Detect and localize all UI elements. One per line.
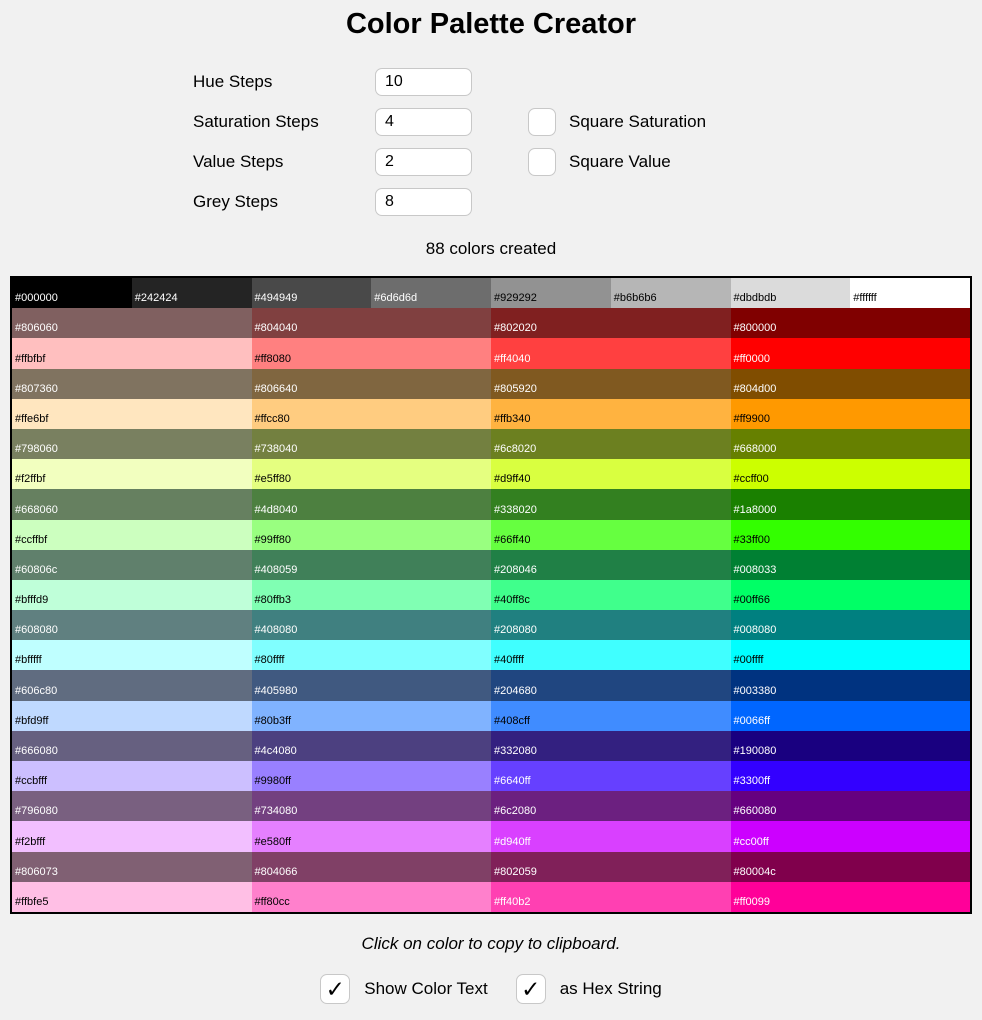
color-swatch[interactable] bbox=[731, 338, 971, 368]
color-swatch[interactable] bbox=[371, 278, 491, 308]
color-swatch[interactable] bbox=[731, 489, 971, 519]
color-swatch-label: #ff8080 bbox=[254, 352, 292, 365]
color-swatch-label: #660080 bbox=[733, 805, 777, 818]
palette-grid bbox=[10, 276, 972, 914]
square-value-checkbox[interactable] bbox=[528, 148, 556, 176]
color-swatch[interactable] bbox=[252, 701, 492, 731]
color-swatch[interactable] bbox=[12, 278, 132, 308]
color-swatch-label: #008033 bbox=[733, 563, 777, 576]
color-swatch[interactable] bbox=[491, 550, 731, 580]
color-swatch[interactable] bbox=[731, 399, 971, 429]
color-swatch[interactable] bbox=[12, 489, 252, 519]
color-swatch-label: #408cff bbox=[494, 714, 530, 727]
color-swatch[interactable] bbox=[12, 308, 252, 338]
color-swatch-label: #bfffff bbox=[15, 654, 42, 667]
color-swatch[interactable] bbox=[12, 791, 252, 821]
color-swatch-label: #ffbfe5 bbox=[15, 895, 49, 908]
palette-row bbox=[12, 821, 970, 851]
color-swatch[interactable] bbox=[252, 580, 492, 610]
color-swatch[interactable] bbox=[132, 278, 252, 308]
color-swatch-label: #738040 bbox=[254, 443, 298, 456]
show-color-text-label: Show Color Text bbox=[364, 979, 488, 998]
color-swatch[interactable] bbox=[252, 640, 492, 670]
color-swatch-label: #929292 bbox=[494, 292, 537, 305]
color-swatch[interactable] bbox=[12, 821, 252, 851]
color-swatch[interactable] bbox=[491, 338, 731, 368]
color-swatch-label: #ffb340 bbox=[494, 412, 531, 425]
color-swatch-label: #00ffff bbox=[733, 654, 764, 667]
color-swatch[interactable] bbox=[252, 308, 492, 338]
color-swatch[interactable] bbox=[731, 429, 971, 459]
color-swatch-label: #e580ff bbox=[254, 835, 292, 848]
palette-row bbox=[12, 731, 970, 761]
color-swatch-label: #804066 bbox=[254, 865, 298, 878]
form-row-hue-steps bbox=[193, 68, 982, 96]
color-swatch[interactable] bbox=[491, 731, 731, 761]
page-title: Color Palette Creator bbox=[345, 8, 637, 40]
palette-row bbox=[12, 369, 970, 399]
color-swatch[interactable] bbox=[491, 278, 611, 308]
color-swatch[interactable] bbox=[491, 670, 731, 700]
palette-row bbox=[12, 761, 970, 791]
color-swatch-label: #ffcc80 bbox=[254, 412, 290, 425]
color-swatch-label: #ff40b2 bbox=[494, 895, 531, 908]
color-swatch[interactable] bbox=[252, 821, 492, 851]
color-swatch-label: #802020 bbox=[494, 322, 537, 335]
value-steps-label: Value Steps bbox=[193, 152, 284, 171]
color-swatch[interactable] bbox=[12, 429, 252, 459]
color-swatch[interactable] bbox=[731, 459, 971, 489]
color-swatch-label: #ff0099 bbox=[733, 895, 771, 908]
grey-steps-input[interactable] bbox=[375, 188, 472, 216]
color-swatch-label: #80ffb3 bbox=[254, 594, 292, 607]
color-swatch-label: #6c8020 bbox=[494, 443, 537, 456]
color-swatch[interactable] bbox=[252, 670, 492, 700]
color-swatch[interactable] bbox=[12, 640, 252, 670]
palette-row bbox=[12, 489, 970, 519]
color-swatch-label: #6c2080 bbox=[494, 805, 537, 818]
color-swatch[interactable] bbox=[491, 429, 731, 459]
clipboard-hint: Click on color to copy to clipboard. bbox=[361, 934, 621, 953]
color-swatch-label: #608080 bbox=[15, 624, 58, 637]
color-swatch-label: #408080 bbox=[254, 624, 298, 637]
palette-row bbox=[12, 852, 970, 882]
color-swatch-label: #4c4080 bbox=[254, 745, 297, 757]
status-text: 88 colors created bbox=[425, 239, 557, 258]
saturation-steps-input[interactable] bbox=[375, 108, 472, 136]
color-swatch-label: #b6b6b6 bbox=[613, 292, 657, 305]
color-swatch-label: #00ff66 bbox=[733, 594, 771, 607]
color-swatch-label: #80b3ff bbox=[254, 714, 292, 727]
color-swatch-label: #798060 bbox=[15, 443, 58, 456]
color-swatch[interactable] bbox=[252, 791, 492, 821]
color-swatch-label: #6640ff bbox=[494, 775, 531, 788]
color-swatch[interactable] bbox=[491, 640, 731, 670]
color-swatch[interactable] bbox=[12, 610, 252, 640]
color-swatch-label: #804d00 bbox=[733, 382, 777, 395]
color-swatch[interactable] bbox=[491, 580, 731, 610]
color-swatch[interactable] bbox=[731, 308, 971, 338]
color-swatch[interactable] bbox=[731, 670, 971, 700]
color-swatch[interactable] bbox=[12, 670, 252, 700]
color-swatch[interactable] bbox=[731, 640, 971, 670]
color-swatch-label: #dbdbdb bbox=[733, 292, 777, 305]
color-swatch-label: #666080 bbox=[15, 745, 58, 757]
color-swatch[interactable] bbox=[252, 429, 492, 459]
color-swatch-label: #66ff40 bbox=[494, 533, 531, 546]
color-swatch-label: #ffe6bf bbox=[15, 412, 49, 425]
color-swatch-label: #e5ff80 bbox=[254, 473, 292, 486]
palette-row bbox=[12, 640, 970, 670]
palette-row bbox=[12, 459, 970, 489]
color-swatch-label: #80004c bbox=[733, 865, 776, 878]
color-swatch[interactable] bbox=[252, 338, 492, 368]
grey-steps-label: Grey Steps bbox=[193, 192, 279, 211]
color-swatch-label: #408059 bbox=[254, 563, 298, 576]
color-swatch[interactable] bbox=[731, 550, 971, 580]
color-swatch-label: #ccbfff bbox=[15, 775, 48, 788]
color-swatch-label: #003380 bbox=[733, 684, 777, 697]
color-swatch[interactable] bbox=[731, 791, 971, 821]
palette-row bbox=[12, 399, 970, 429]
color-swatch[interactable] bbox=[12, 761, 252, 791]
palette-row bbox=[12, 580, 970, 610]
color-swatch[interactable] bbox=[731, 821, 971, 851]
color-swatch-label: #008080 bbox=[733, 624, 777, 637]
color-swatch[interactable] bbox=[252, 520, 492, 550]
palette-row bbox=[12, 308, 970, 338]
color-swatch[interactable] bbox=[491, 761, 731, 791]
hue-steps-input[interactable] bbox=[375, 68, 472, 96]
color-swatch[interactable] bbox=[491, 701, 731, 731]
show-color-text-checkbox[interactable]: ✓ bbox=[320, 974, 350, 1004]
color-swatch-label: #33ff00 bbox=[733, 533, 771, 546]
color-swatch-label: #f2bfff bbox=[15, 835, 46, 848]
color-swatch[interactable] bbox=[731, 761, 971, 791]
color-swatch[interactable] bbox=[731, 520, 971, 550]
color-swatch-label: #ccffbf bbox=[15, 533, 48, 546]
color-swatch-label: #338020 bbox=[494, 503, 537, 516]
color-swatch[interactable] bbox=[731, 882, 971, 912]
color-swatch-label: #ff80cc bbox=[254, 895, 290, 908]
as-hex-string-checkbox[interactable]: ✓ bbox=[516, 974, 546, 1004]
color-swatch[interactable] bbox=[731, 610, 971, 640]
color-swatch-label: #40ffff bbox=[494, 654, 524, 667]
color-swatch[interactable] bbox=[12, 369, 252, 399]
color-swatch-label: #bfffd9 bbox=[15, 594, 49, 607]
color-swatch-label: #d940ff bbox=[494, 835, 531, 848]
palette-row bbox=[12, 338, 970, 368]
color-swatch[interactable] bbox=[12, 580, 252, 610]
color-swatch[interactable] bbox=[252, 489, 492, 519]
color-swatch-label: #ff0000 bbox=[733, 352, 771, 365]
form-row-saturation-steps bbox=[193, 108, 982, 136]
color-swatch[interactable] bbox=[491, 459, 731, 489]
color-swatch-label: #40ff8c bbox=[494, 594, 530, 607]
color-swatch[interactable] bbox=[252, 610, 492, 640]
color-swatch[interactable] bbox=[491, 369, 731, 399]
color-swatch[interactable] bbox=[12, 882, 252, 912]
palette-row bbox=[12, 670, 970, 700]
color-swatch-label: #208046 bbox=[494, 563, 537, 576]
color-swatch[interactable] bbox=[850, 278, 970, 308]
saturation-steps-label: Saturation Steps bbox=[193, 112, 319, 131]
display-options bbox=[0, 974, 982, 1004]
color-swatch-label: #1a8000 bbox=[733, 503, 777, 516]
form-row-grey-steps bbox=[193, 188, 982, 216]
color-swatch-label: #405980 bbox=[254, 684, 298, 697]
color-swatch-label: #60806c bbox=[15, 563, 58, 576]
color-swatch[interactable] bbox=[252, 550, 492, 580]
color-swatch[interactable] bbox=[731, 580, 971, 610]
color-swatch[interactable] bbox=[252, 852, 492, 882]
as-hex-string-label: as Hex String bbox=[559, 979, 662, 998]
color-swatch-label: #9980ff bbox=[254, 775, 292, 788]
color-swatch-label: #796080 bbox=[15, 805, 58, 818]
color-swatch[interactable] bbox=[12, 399, 252, 429]
color-swatch[interactable] bbox=[731, 852, 971, 882]
color-swatch[interactable] bbox=[491, 610, 731, 640]
color-swatch[interactable] bbox=[252, 731, 492, 761]
color-swatch-label: #208080 bbox=[494, 624, 537, 637]
square-saturation-checkbox[interactable] bbox=[528, 108, 556, 136]
color-swatch-label: #606c80 bbox=[15, 684, 58, 697]
color-swatch[interactable] bbox=[12, 338, 252, 368]
color-swatch-label: #ff9900 bbox=[733, 412, 771, 425]
color-swatch-label: #d9ff40 bbox=[494, 473, 531, 486]
color-swatch[interactable] bbox=[252, 882, 492, 912]
palette-row bbox=[12, 791, 970, 821]
color-swatch[interactable] bbox=[731, 369, 971, 399]
color-swatch-label: #806640 bbox=[254, 382, 298, 395]
settings-form bbox=[193, 68, 982, 216]
square-value-label: Square Value bbox=[569, 152, 671, 171]
color-swatch-label: #000000 bbox=[15, 292, 58, 305]
color-swatch[interactable] bbox=[491, 489, 731, 519]
color-swatch[interactable] bbox=[731, 731, 971, 761]
color-swatch-label: #668060 bbox=[15, 503, 58, 516]
square-saturation-label: Square Saturation bbox=[569, 112, 707, 131]
color-swatch[interactable] bbox=[731, 278, 851, 308]
color-swatch-label: #bfd9ff bbox=[15, 714, 49, 727]
color-swatch-label: #ff4040 bbox=[494, 352, 531, 365]
color-swatch[interactable] bbox=[491, 399, 731, 429]
color-swatch-label: #332080 bbox=[494, 745, 537, 757]
color-swatch-label: #99ff80 bbox=[254, 533, 292, 546]
palette-row bbox=[12, 520, 970, 550]
color-swatch-label: #734080 bbox=[254, 805, 298, 818]
color-swatch-label: #f2ffbf bbox=[15, 473, 46, 486]
color-swatch-label: #804040 bbox=[254, 322, 298, 335]
color-swatch[interactable] bbox=[731, 701, 971, 731]
color-swatch-label: #3300ff bbox=[733, 775, 771, 788]
color-swatch[interactable] bbox=[12, 550, 252, 580]
form-row-value-steps bbox=[193, 148, 982, 176]
color-swatch-label: #802059 bbox=[494, 865, 537, 878]
color-swatch[interactable] bbox=[12, 459, 252, 489]
color-swatch-label: #242424 bbox=[134, 292, 178, 305]
color-swatch[interactable] bbox=[491, 852, 731, 882]
color-swatch[interactable] bbox=[252, 399, 492, 429]
color-swatch-label: #80ffff bbox=[254, 654, 285, 667]
color-swatch-label: #805920 bbox=[494, 382, 537, 395]
palette-row bbox=[12, 882, 970, 912]
color-swatch[interactable] bbox=[491, 791, 731, 821]
color-swatch-label: #204680 bbox=[494, 684, 537, 697]
color-swatch-label: #807360 bbox=[15, 382, 58, 395]
color-swatch[interactable] bbox=[252, 761, 492, 791]
palette-row bbox=[12, 429, 970, 459]
color-swatch[interactable] bbox=[491, 308, 731, 338]
color-swatch-label: #cc00ff bbox=[733, 835, 769, 848]
color-swatch[interactable] bbox=[491, 882, 731, 912]
value-steps-input[interactable] bbox=[375, 148, 472, 176]
color-swatch-label: #ccff00 bbox=[733, 473, 769, 486]
palette-row bbox=[12, 701, 970, 731]
hue-steps-label: Hue Steps bbox=[193, 72, 273, 91]
color-swatch[interactable] bbox=[611, 278, 731, 308]
color-swatch-label: #0066ff bbox=[733, 714, 771, 727]
color-swatch-label: #494949 bbox=[254, 292, 298, 305]
color-swatch-label: #668000 bbox=[733, 443, 777, 456]
color-swatch[interactable] bbox=[12, 701, 252, 731]
color-swatch[interactable] bbox=[252, 459, 492, 489]
color-swatch-label: #806060 bbox=[15, 322, 58, 335]
color-swatch[interactable] bbox=[12, 731, 252, 761]
color-swatch-label: #806073 bbox=[15, 865, 58, 878]
color-swatch[interactable] bbox=[252, 369, 492, 399]
color-swatch[interactable] bbox=[12, 852, 252, 882]
palette-row bbox=[12, 610, 970, 640]
palette-row bbox=[12, 550, 970, 580]
color-swatch[interactable] bbox=[491, 520, 731, 550]
color-swatch-label: #ffbfbf bbox=[15, 352, 46, 365]
color-swatch[interactable] bbox=[252, 278, 372, 308]
color-swatch[interactable] bbox=[491, 821, 731, 851]
color-swatch-label: #ffffff bbox=[853, 292, 877, 305]
color-swatch-label: #190080 bbox=[733, 745, 777, 757]
color-swatch[interactable] bbox=[12, 520, 252, 550]
palette-row bbox=[12, 278, 970, 308]
color-swatch-label: #6d6d6d bbox=[374, 292, 418, 305]
color-swatch-label: #4d8040 bbox=[254, 503, 298, 516]
color-swatch-label: #800000 bbox=[733, 322, 777, 335]
